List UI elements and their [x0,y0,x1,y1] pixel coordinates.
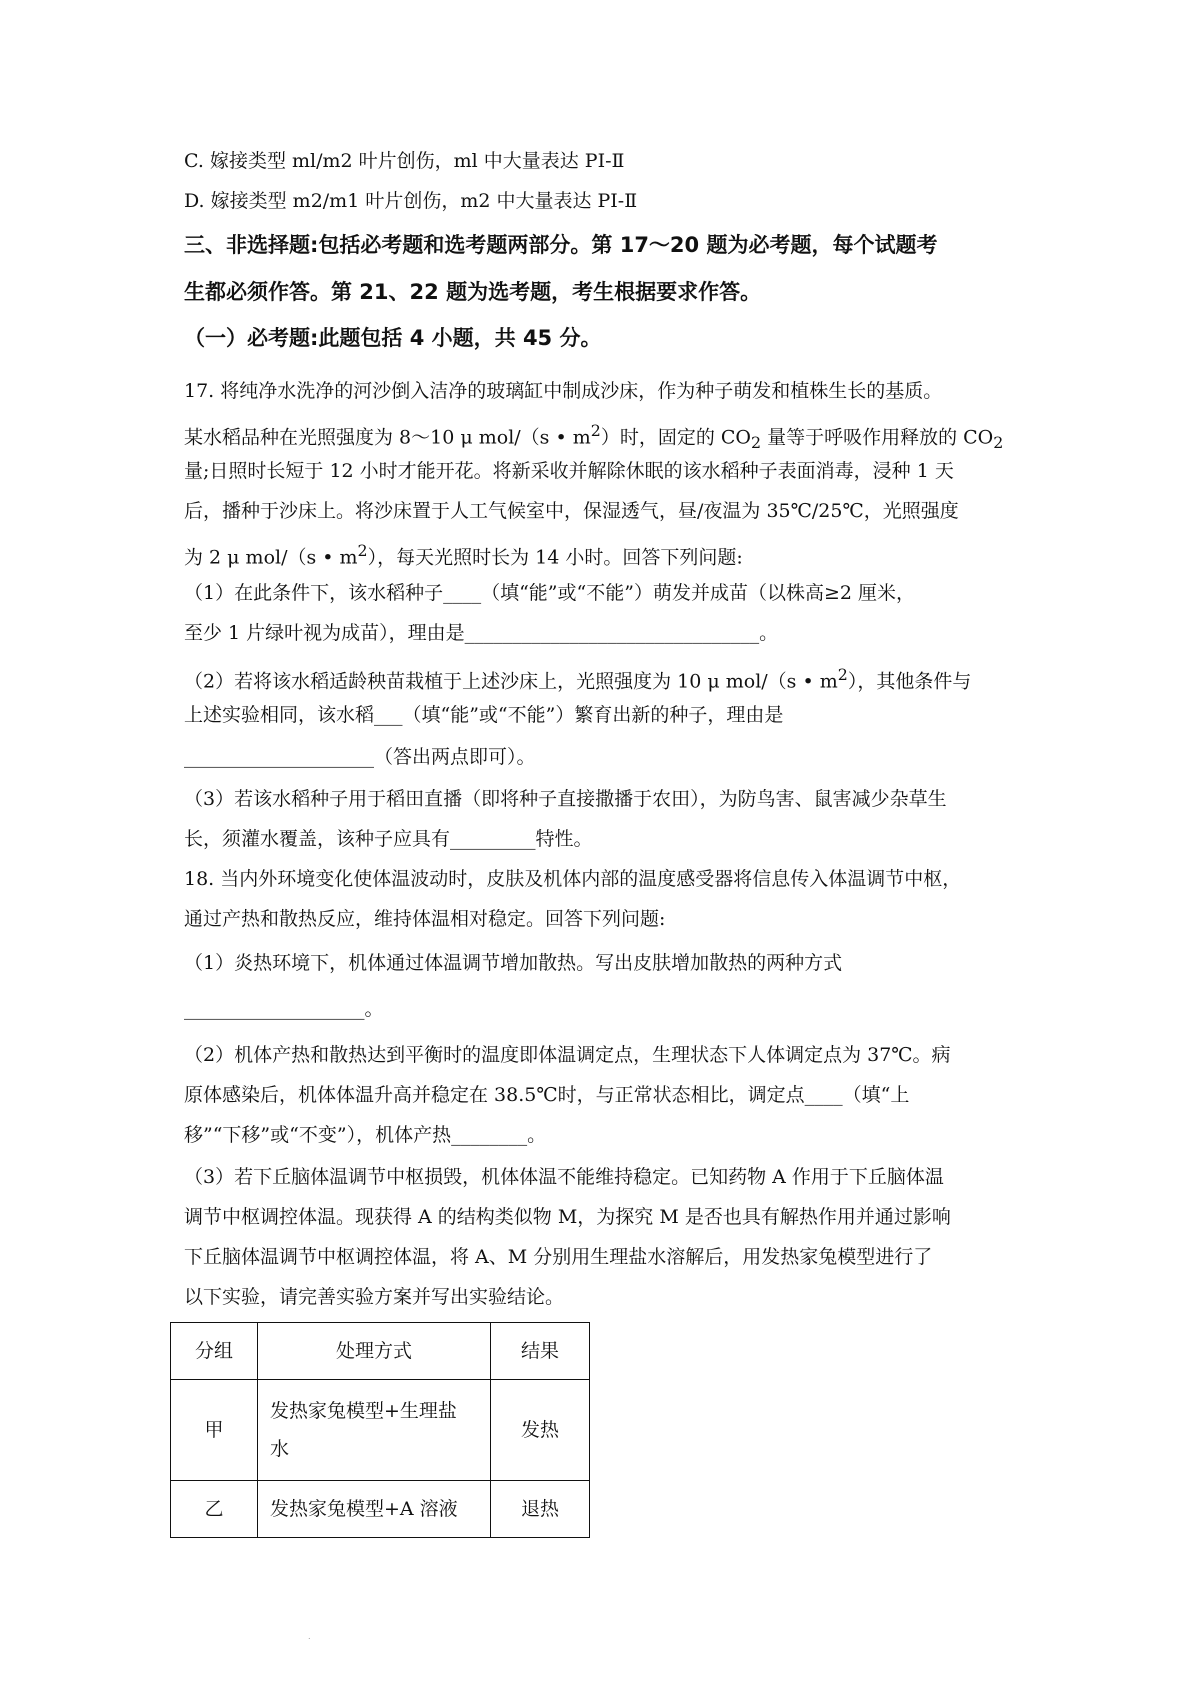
q17-stem-line-4: 后，播种于沙床上。将沙床置于人工气候室中，保湿透气，昼/夜温为 35℃/25℃，光照强度 [184,500,959,522]
q18-part1-line-2: ___________________。 [184,998,384,1020]
table-header-cell: 分组 [171,1323,258,1380]
q17-part2-line-3: ____________________（答出两点即可）。 [184,746,536,768]
q18-part2-line-1: （2）机体产热和散热达到平衡时的温度即体温调定点，生理状态下人体调定点为 37℃。病 [184,1044,951,1066]
table-header-row [171,1323,590,1380]
q18-part3-line-1: （3）若下丘脑体温调节中枢损毁，机体体温不能维持稳定。已知药物 A 作用于下丘脑体温 [184,1166,944,1188]
table-row [171,1380,590,1481]
q18-part3-line-3: 下丘脑体温调节中枢调控体温，将 A、M 分别用生理盐水溶解后，用发热家兔模型进行了 [184,1246,933,1268]
q17-part1-line-2: 至少 1 片绿叶视为成苗），理由是_______________________________。 [184,622,779,644]
table-cell-treatment: 发热家兔模型+A 溶液 [258,1481,491,1538]
table-cell-result: 发热 [491,1380,590,1481]
q17-part3-line-1: （3）若该水稻种子用于稻田直播（即将种子直接撒播于农田），为防鸟害、鼠害减少杂草生 [184,788,947,810]
table-cell-group: 乙 [171,1481,258,1538]
section-heading-line-1: 三、非选择题:包括必考题和选考题两部分。第 17～20 题为必考题，每个试题考 [184,233,938,257]
q18-stem-line-2: 通过产热和散热反应，维持体温相对稳定。回答下列问题: [184,908,666,930]
table-cell-group: 甲 [171,1380,258,1481]
table-cell-result: 退热 [491,1481,590,1538]
table-header-cell: 处理方式 [258,1323,491,1380]
section-subheading: （一）必考题:此题包括 4 小题，共 45 分。 [184,326,602,350]
q18-part1-line-1: （1）炎热环境下，机体通过体温调节增加散热。写出皮肤增加散热的两种方式 [184,952,843,974]
q17-part2-line-1: （2）若将该水稻适龄秧苗栽植于上述沙床上，光照强度为 10 μ mol/（s • $m^2$），其他条件与 [184,665,972,693]
q17-part2-line-2: 上述实验相同，该水稻___（填“能”或“不能”）繁育出新的种子，理由是 [184,704,784,726]
footer-mark: . [308,1632,311,1641]
table-header-cell: 结果 [491,1323,590,1380]
q17-part1-line-1: （1）在此条件下，该水稻种子____（填“能”或“不能”）萌发并成苗（以株高≥2 厘米， [184,582,915,604]
option-d: D. 嫁接类型 m2/m1 叶片创伤，m2 中大量表达 PI-Ⅱ [184,190,638,212]
q17-stem-line-3: 量;日照时长短于 12 小时才能开花。将新采收并解除休眠的该水稻种子表面消毒，浸种 1 天 [184,460,954,482]
q18-part2-line-2: 原体感染后，机体体温升高并稳定在 38.5℃时，与正常状态相比，调定点____（填“上 [184,1084,910,1106]
q18-part3-line-2: 调节中枢调控体温。现获得 A 的结构类似物 M，为探究 M 是否也具有解热作用并通过影响 [184,1206,951,1228]
option-c: C. 嫁接类型 ml/m2 叶片创伤，ml 中大量表达 PI-Ⅱ [184,150,625,172]
q18-part3-line-4: 以下实验，请完善实验方案并写出实验结论。 [184,1286,565,1308]
experiment-table [170,1322,590,1538]
table-row [171,1481,590,1538]
table-cell-treatment: 发热家兔模型+生理盐 水 [258,1380,491,1481]
q17-stem-line-5: 为 2 μ mol/（s • $m^2$），每天光照时长为 14 小时。回答下列问题: [184,541,743,569]
section-heading-line-2: 生都必须作答。第 21、22 题为选考题，考生根据要求作答。 [184,280,762,304]
q17-stem-line-1: 17. 将纯净水洗净的河沙倒入洁净的玻璃缸中制成沙床，作为种子萌发和植株生长的基质。 [184,380,943,402]
q17-part3-line-2: 长，须灌水覆盖，该种子应具有_________特性。 [184,828,593,850]
q18-part2-line-3: 移”“下移”或“不变”），机体产热________。 [184,1124,547,1146]
q17-stem-line-2: 某水稻品种在光照强度为 8～10 μ mol/（s • $m^2$）时，固定的 $CO_2$ 量等于呼吸作用释放的 $CO_2$ [184,421,1004,453]
q18-stem-line-1: 18. 当内外环境变化使体温波动时，皮肤及机体内部的温度感受器将信息传入体温调节中枢， [184,868,962,890]
